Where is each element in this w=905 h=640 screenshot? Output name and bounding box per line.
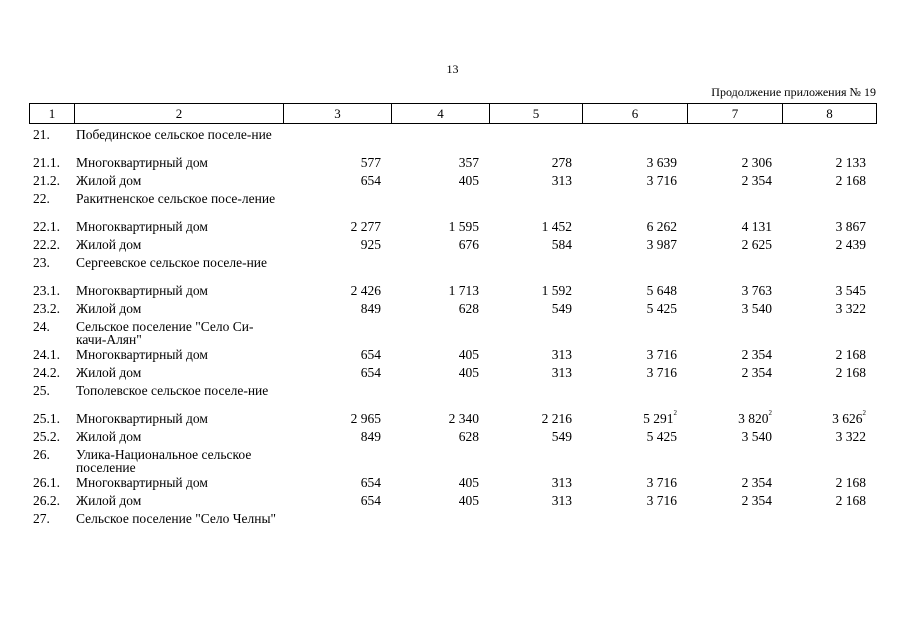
cell-value: 549: [551, 429, 572, 444]
cell-value: 549: [551, 301, 572, 316]
cell-value: 584: [551, 237, 572, 252]
value-cell-col-7: [687, 474, 782, 492]
table-row: [29, 154, 876, 172]
value-cell-col-8: [782, 492, 876, 510]
value-cell-col-4: [391, 218, 489, 236]
cell-value: 3 987: [646, 237, 677, 252]
value-cell-col-4: [391, 428, 489, 446]
value-cell-col-6: [582, 300, 687, 318]
header-col-1: 1: [30, 104, 75, 124]
table-row: [29, 346, 876, 364]
value-cell-col-7: [687, 236, 782, 254]
value-cell-col-7: [687, 492, 782, 510]
value-cell-col-3: [283, 126, 391, 154]
cell-value: 849: [360, 301, 381, 316]
cell-value: 3 867: [835, 219, 866, 234]
continuation-note: Продолжение приложения № 19: [711, 85, 876, 99]
row-number: 26.: [33, 447, 50, 462]
value-cell-col-7: [687, 510, 782, 538]
row-number: 24.1.: [33, 347, 60, 362]
row-number: 26.2.: [33, 493, 60, 508]
settlement-name: Сергеевское сельское поселе-ние: [76, 255, 268, 270]
section-row: [29, 190, 876, 218]
cell-value: 3 322: [835, 301, 866, 316]
value-cell-col-6: [582, 346, 687, 364]
value-cell-col-5: [489, 364, 582, 382]
value-cell-col-6: [582, 382, 687, 410]
value-cell-col-3: [283, 510, 391, 538]
housing-type: Многоквартирный дом: [76, 411, 208, 426]
cell-value: 2 168: [835, 475, 866, 490]
section-row: [29, 318, 876, 346]
cell-value: 405: [458, 347, 479, 362]
value-cell-col-5: [489, 218, 582, 236]
cell-value: 628: [458, 301, 479, 316]
cell-value: 3 626: [832, 411, 863, 426]
housing-type: Жилой дом: [76, 493, 142, 508]
value-cell-col-8: [782, 382, 876, 410]
row-number: 24.2.: [33, 365, 60, 380]
table-row: [29, 428, 876, 446]
value-cell-col-6: [582, 172, 687, 190]
cell-value: 628: [458, 429, 479, 444]
value-cell-col-6: [582, 282, 687, 300]
value-cell-col-3: [283, 190, 391, 218]
row-number: 22.2.: [33, 237, 60, 252]
housing-type: Многоквартирный дом: [76, 475, 208, 490]
value-cell-col-5: [489, 254, 582, 282]
value-cell-col-8: [782, 318, 876, 346]
value-cell-col-6: [582, 254, 687, 282]
housing-type: Жилой дом: [76, 237, 142, 252]
value-cell-col-8: [782, 254, 876, 282]
cell-value: 313: [551, 365, 572, 380]
value-cell-col-4: [391, 510, 489, 538]
cell-value: 3 639: [646, 155, 677, 170]
value-cell-col-4: [391, 236, 489, 254]
cell-value: 3 763: [741, 283, 772, 298]
table-row: [29, 218, 876, 236]
value-cell-col-5: [489, 382, 582, 410]
cell-value: 1 713: [448, 283, 479, 298]
value-cell-col-5: [489, 474, 582, 492]
value-cell-col-4: [391, 282, 489, 300]
cell-value: 313: [551, 347, 572, 362]
cell-value: 5 425: [646, 301, 677, 316]
cell-value: 313: [551, 173, 572, 188]
header-col-2: 2: [75, 104, 284, 124]
cell-value: 2 168: [835, 493, 866, 508]
value-cell-col-6: [582, 492, 687, 510]
cell-value: 2 625: [741, 237, 772, 252]
cell-value: 5 425: [646, 429, 677, 444]
cell-value: 405: [458, 173, 479, 188]
table-row: [29, 364, 876, 382]
cell-value: 2 426: [350, 283, 381, 298]
value-cell-col-4: [391, 190, 489, 218]
section-row: [29, 126, 876, 154]
value-cell-col-7: [687, 218, 782, 236]
value-cell-col-5: [489, 154, 582, 172]
housing-type: Жилой дом: [76, 365, 142, 380]
value-cell-col-6: [582, 474, 687, 492]
cell-value: 2 354: [741, 493, 772, 508]
value-cell-col-3: [283, 410, 391, 428]
value-cell-col-6: [582, 364, 687, 382]
cell-value: 2 216: [541, 411, 572, 426]
row-number: 23.2.: [33, 301, 60, 316]
header-col-5: 5: [490, 104, 583, 124]
value-cell-col-8: [782, 172, 876, 190]
value-cell-col-6: [582, 510, 687, 538]
cell-value: 654: [360, 173, 381, 188]
value-cell-col-8: [782, 126, 876, 154]
table-row: [29, 492, 876, 510]
value-cell-col-6: [582, 410, 687, 428]
value-cell-col-6: [582, 446, 687, 474]
value-cell-col-8: [782, 346, 876, 364]
settlement-name: Побединское сельское поселе-ние: [76, 127, 272, 142]
value-cell-col-5: [489, 282, 582, 300]
header-col-4: 4: [392, 104, 490, 124]
housing-type: Жилой дом: [76, 301, 142, 316]
value-cell-col-5: [489, 410, 582, 428]
cell-value: 6 262: [646, 219, 677, 234]
cell-value: 405: [458, 493, 479, 508]
value-cell-col-5: [489, 492, 582, 510]
value-cell-col-6: [582, 428, 687, 446]
table-header: [29, 103, 877, 124]
cell-value: 313: [551, 493, 572, 508]
footnote-marker: 2: [862, 409, 866, 417]
housing-type: Многоквартирный дом: [76, 219, 208, 234]
row-number: 21.1.: [33, 155, 60, 170]
value-cell-col-8: [782, 410, 876, 428]
value-cell-col-7: [687, 300, 782, 318]
cell-value: 3 716: [646, 347, 677, 362]
row-number: 22.: [33, 191, 50, 206]
cell-value: 278: [551, 155, 572, 170]
value-cell-col-4: [391, 364, 489, 382]
cell-value: 2 354: [741, 475, 772, 490]
value-cell-col-7: [687, 190, 782, 218]
cell-value: 2 354: [741, 173, 772, 188]
header-col-7: 7: [688, 104, 783, 124]
table-row: [29, 236, 876, 254]
cell-value: 577: [360, 155, 381, 170]
value-cell-col-6: [582, 318, 687, 346]
value-cell-col-5: [489, 190, 582, 218]
table-row: [29, 300, 876, 318]
value-cell-col-8: [782, 190, 876, 218]
value-cell-col-7: [687, 254, 782, 282]
cell-value: 654: [360, 347, 381, 362]
cell-value: 3 716: [646, 493, 677, 508]
value-cell-col-5: [489, 318, 582, 346]
value-cell-col-4: [391, 346, 489, 364]
value-cell-col-6: [582, 154, 687, 172]
value-cell-col-6: [582, 126, 687, 154]
value-cell-col-3: [283, 282, 391, 300]
cell-value: 405: [458, 365, 479, 380]
cell-value: 5 648: [646, 283, 677, 298]
section-row: [29, 510, 876, 538]
value-cell-col-5: [489, 446, 582, 474]
settlement-name: Сельское поселение "Село Челны": [76, 511, 277, 526]
cell-value: 2 354: [741, 347, 772, 362]
value-cell-col-3: [283, 254, 391, 282]
value-cell-col-4: [391, 254, 489, 282]
cell-value: 2 277: [350, 219, 381, 234]
row-number: 24.: [33, 319, 50, 334]
row-number: 25.2.: [33, 429, 60, 444]
value-cell-col-5: [489, 236, 582, 254]
value-cell-col-5: [489, 428, 582, 446]
table-row: [29, 282, 876, 300]
row-number: 21.2.: [33, 173, 60, 188]
value-cell-col-7: [687, 346, 782, 364]
settlement-name: Тополевское сельское поселе-ние: [76, 383, 269, 398]
cell-value: 2 168: [835, 173, 866, 188]
section-row: [29, 446, 876, 474]
row-number: 25.1.: [33, 411, 60, 426]
housing-type: Многоквартирный дом: [76, 347, 208, 362]
value-cell-col-8: [782, 364, 876, 382]
cell-value: 654: [360, 475, 381, 490]
value-cell-col-7: [687, 382, 782, 410]
section-row: [29, 382, 876, 410]
value-cell-col-5: [489, 300, 582, 318]
housing-type: Жилой дом: [76, 173, 142, 188]
value-cell-col-5: [489, 172, 582, 190]
value-cell-col-3: [283, 172, 391, 190]
value-cell-col-8: [782, 282, 876, 300]
value-cell-col-3: [283, 492, 391, 510]
value-cell-col-3: [283, 346, 391, 364]
value-cell-col-4: [391, 318, 489, 346]
value-cell-col-4: [391, 300, 489, 318]
cell-value: 2 168: [835, 365, 866, 380]
cell-value: 3 545: [835, 283, 866, 298]
value-cell-col-3: [283, 318, 391, 346]
value-cell-col-7: [687, 364, 782, 382]
value-cell-col-3: [283, 474, 391, 492]
cell-value: 2 168: [835, 347, 866, 362]
value-cell-col-6: [582, 190, 687, 218]
cell-value: 3 716: [646, 365, 677, 380]
value-cell-col-4: [391, 172, 489, 190]
value-cell-col-8: [782, 236, 876, 254]
cell-value: 925: [360, 237, 381, 252]
cell-value: 2 439: [835, 237, 866, 252]
value-cell-col-7: [687, 446, 782, 474]
value-cell-col-3: [283, 218, 391, 236]
value-cell-col-4: [391, 474, 489, 492]
value-cell-col-3: [283, 382, 391, 410]
header-col-3: 3: [284, 104, 392, 124]
cell-value: 2 354: [741, 365, 772, 380]
data-table: [29, 126, 876, 538]
settlement-name: Ракитненское сельское посе-ление: [76, 191, 276, 206]
cell-value: 3 716: [646, 173, 677, 188]
value-cell-col-5: [489, 126, 582, 154]
value-cell-col-7: [687, 126, 782, 154]
value-cell-col-5: [489, 346, 582, 364]
cell-value: 2 965: [350, 411, 381, 426]
cell-value: 654: [360, 365, 381, 380]
value-cell-col-8: [782, 428, 876, 446]
value-cell-col-7: [687, 154, 782, 172]
cell-value: 2 340: [448, 411, 479, 426]
table-row: [29, 410, 876, 428]
cell-value: 654: [360, 493, 381, 508]
row-number: 23.: [33, 255, 50, 270]
value-cell-col-8: [782, 300, 876, 318]
cell-value: 405: [458, 475, 479, 490]
cell-value: 3 820: [738, 411, 769, 426]
section-row: [29, 254, 876, 282]
value-cell-col-8: [782, 510, 876, 538]
footnote-marker: 2: [673, 409, 677, 417]
value-cell-col-3: [283, 446, 391, 474]
value-cell-col-3: [283, 364, 391, 382]
housing-type: Жилой дом: [76, 429, 142, 444]
value-cell-col-7: [687, 428, 782, 446]
cell-value: 1 452: [541, 219, 572, 234]
page-number: 13: [446, 62, 459, 76]
cell-value: 1 595: [448, 219, 479, 234]
header-col-8: 8: [783, 104, 877, 124]
value-cell-col-4: [391, 382, 489, 410]
cell-value: 2 133: [835, 155, 866, 170]
cell-value: 313: [551, 475, 572, 490]
value-cell-col-7: [687, 172, 782, 190]
cell-value: 3 322: [835, 429, 866, 444]
value-cell-col-4: [391, 126, 489, 154]
cell-value: 3 540: [741, 429, 772, 444]
footnote-marker: 2: [768, 409, 772, 417]
value-cell-col-8: [782, 154, 876, 172]
table-row: [29, 172, 876, 190]
value-cell-col-5: [489, 510, 582, 538]
cell-value: 3 716: [646, 475, 677, 490]
settlement-name: Улика-Национальное сельское поселение: [76, 447, 252, 475]
value-cell-col-4: [391, 154, 489, 172]
cell-value: 2 306: [741, 155, 772, 170]
cell-value: 676: [458, 237, 479, 252]
value-cell-col-3: [283, 236, 391, 254]
row-number: 27.: [33, 511, 50, 526]
row-number: 22.1.: [33, 219, 60, 234]
value-cell-col-8: [782, 446, 876, 474]
value-cell-col-3: [283, 300, 391, 318]
value-cell-col-4: [391, 410, 489, 428]
value-cell-col-4: [391, 446, 489, 474]
value-cell-col-4: [391, 492, 489, 510]
value-cell-col-7: [687, 282, 782, 300]
value-cell-col-3: [283, 154, 391, 172]
row-number: 21.: [33, 127, 50, 142]
housing-type: Многоквартирный дом: [76, 155, 208, 170]
cell-value: 849: [360, 429, 381, 444]
cell-value: 4 131: [741, 219, 772, 234]
value-cell-col-8: [782, 474, 876, 492]
value-cell-col-7: [687, 318, 782, 346]
cell-value: 1 592: [541, 283, 572, 298]
value-cell-col-7: [687, 410, 782, 428]
row-number: 23.1.: [33, 283, 60, 298]
cell-value: 5 291: [643, 411, 674, 426]
settlement-name: Сельское поселение "Село Си-качи-Алян": [76, 319, 254, 347]
housing-type: Многоквартирный дом: [76, 283, 208, 298]
cell-value: 357: [458, 155, 479, 170]
row-number: 25.: [33, 383, 50, 398]
header-col-6: 6: [583, 104, 688, 124]
table-row: [29, 474, 876, 492]
value-cell-col-6: [582, 218, 687, 236]
row-number: 26.1.: [33, 475, 60, 490]
cell-value: 3 540: [741, 301, 772, 316]
value-cell-col-6: [582, 236, 687, 254]
value-cell-col-8: [782, 218, 876, 236]
value-cell-col-3: [283, 428, 391, 446]
